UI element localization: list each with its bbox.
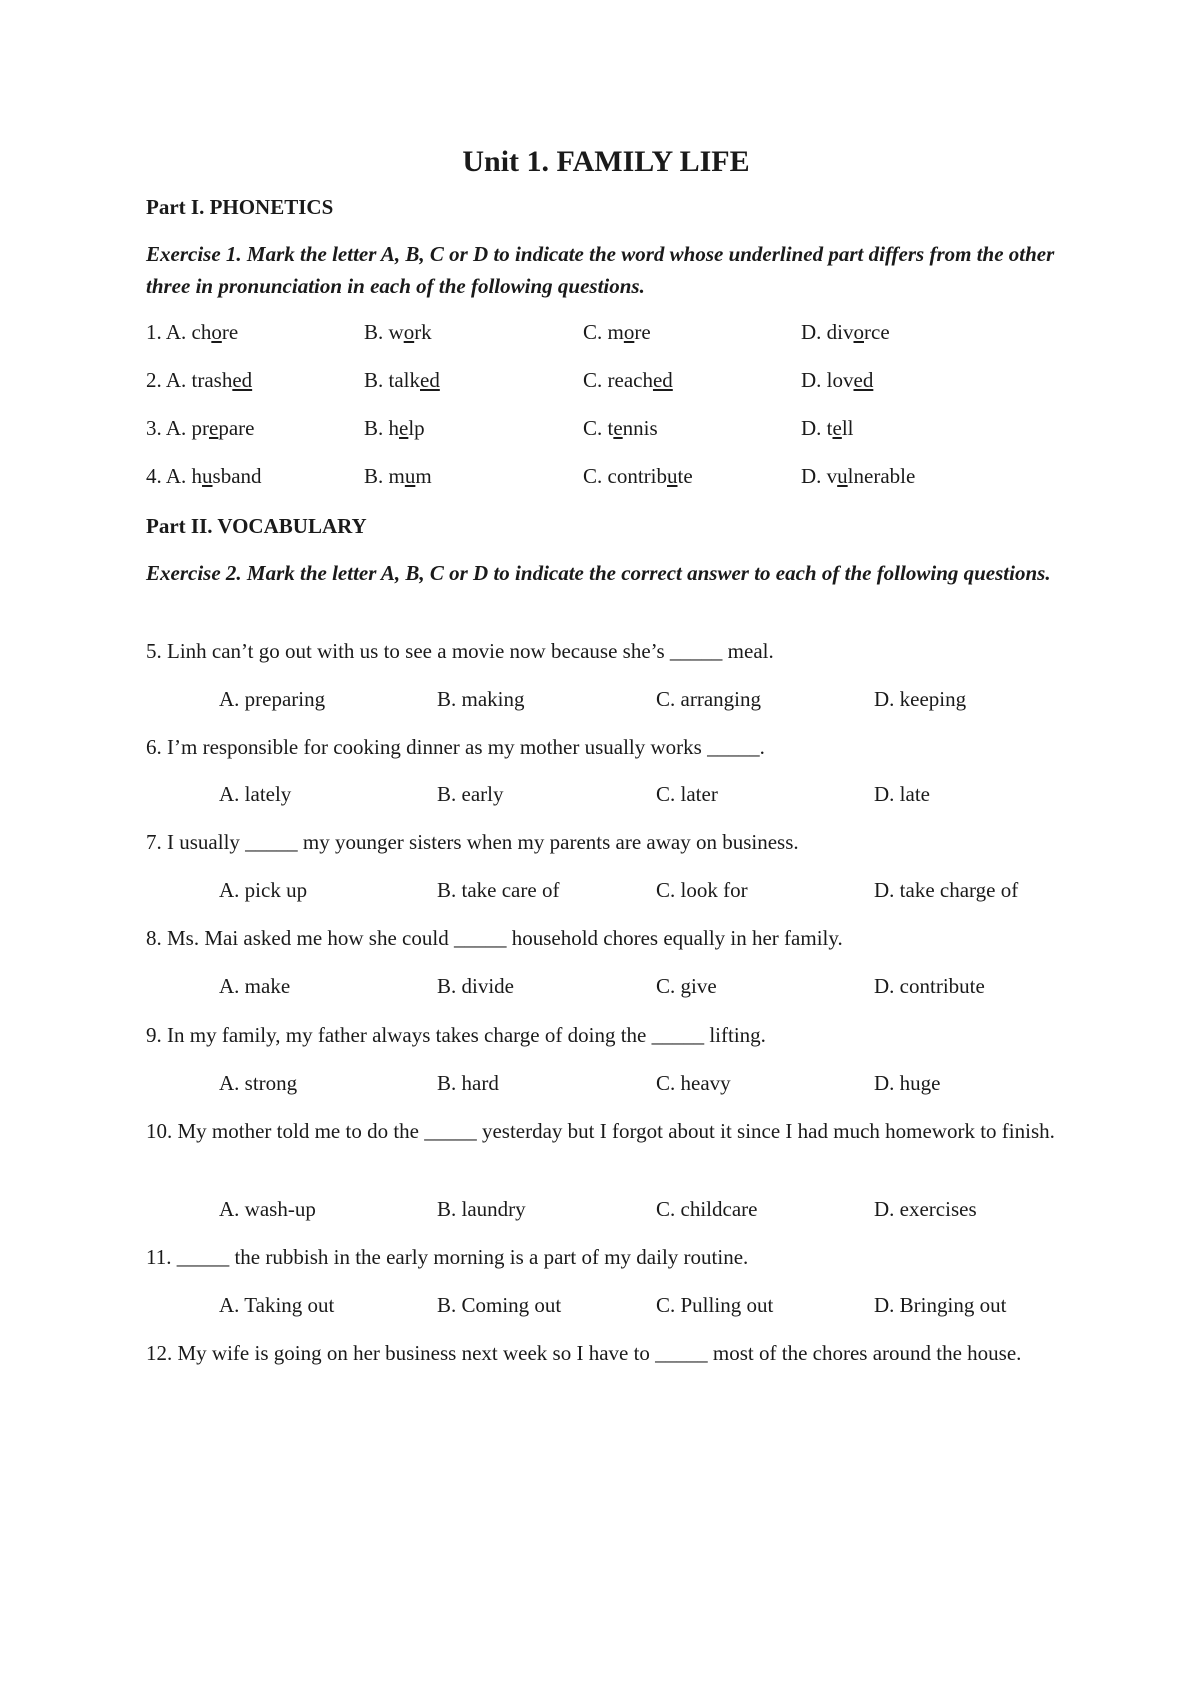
question-12: 12. My wife is going on her business next week so I have to _____ most of the chores around the house. xyxy=(146,1341,1022,1365)
exercise-1-instruction: Exercise 1. Mark the letter A, B, C or D to indicate the word whose underlined part differs from the other three in pronunciation in each of the following questions. xyxy=(146,242,1055,298)
answer-option: B. laundry xyxy=(437,1197,526,1221)
option-1c: C. more xyxy=(583,320,651,344)
question-10: 10. My mother told me to do the _____ yesterday but I forgot about it since I had much homework to finish. xyxy=(146,1119,1055,1143)
phonetics-question-2 xyxy=(146,364,1066,396)
part-1-heading: Part I. PHONETICS xyxy=(146,195,334,219)
phonetics-question-4 xyxy=(146,460,1066,492)
option-3d: D. tell xyxy=(801,416,854,440)
question-10-options xyxy=(219,1193,1066,1225)
answer-option: C. look for xyxy=(656,878,748,902)
answer-option: C. arranging xyxy=(656,687,761,711)
answer-option: B. early xyxy=(437,782,504,806)
question-6-options xyxy=(219,778,1066,810)
answer-option: A. lately xyxy=(219,782,292,806)
answer-option: A. Taking out xyxy=(219,1293,335,1317)
option-3c: C. tennis xyxy=(583,416,658,440)
answer-option: C. childcare xyxy=(656,1197,758,1221)
answer-option: B. divide xyxy=(437,974,514,998)
question-8: 8. Ms. Mai asked me how she could _____ household chores equally in her family. xyxy=(146,926,843,950)
answer-option: B. take care of xyxy=(437,878,560,902)
answer-option: B. making xyxy=(437,687,525,711)
answer-option: A. pick up xyxy=(219,878,308,902)
answer-option: D. take charge of xyxy=(874,878,1019,902)
option-1a: 1. A. chore xyxy=(146,320,239,344)
option-4d: D. vulnerable xyxy=(801,464,916,488)
option-2d: D. loved xyxy=(801,368,874,392)
answer-option: A. wash-up xyxy=(219,1197,316,1221)
option-1b: B. work xyxy=(364,320,432,344)
answer-option: A. preparing xyxy=(219,687,326,711)
answer-option: C. heavy xyxy=(656,1071,731,1095)
question-5: 5. Linh can’t go out with us to see a movie now because she’s _____ meal. xyxy=(146,639,774,663)
answer-option: D. Bringing out xyxy=(874,1293,1007,1317)
phonetics-question-1 xyxy=(146,316,1066,348)
question-11: 11. _____ the rubbish in the early morning is a part of my daily routine. xyxy=(146,1245,749,1269)
question-9: 9. In my family, my father always takes charge of doing the _____ lifting. xyxy=(146,1023,766,1047)
question-6: 6. I’m responsible for cooking dinner as my mother usually works _____. xyxy=(146,735,765,759)
answer-option: B. hard xyxy=(437,1071,499,1095)
option-1d: D. divorce xyxy=(801,320,890,344)
answer-option: C. later xyxy=(656,782,718,806)
question-7: 7. I usually _____ my younger sisters when my parents are away on business. xyxy=(146,830,799,854)
answer-option: D. late xyxy=(874,782,930,806)
answer-option: D. keeping xyxy=(874,687,967,711)
question-11-options xyxy=(219,1289,1066,1321)
option-3a: 3. A. prepare xyxy=(146,416,255,440)
answer-option: D. exercises xyxy=(874,1197,977,1221)
answer-option: B. Coming out xyxy=(437,1293,562,1317)
answer-option: A. make xyxy=(219,974,291,998)
answer-option: D. huge xyxy=(874,1071,941,1095)
option-4b: B. mum xyxy=(364,464,432,488)
exercise-2-instruction: Exercise 2. Mark the letter A, B, C or D to indicate the correct answer to each of the following questions. xyxy=(146,561,1051,585)
answer-option: D. contribute xyxy=(874,974,985,998)
option-2b: B. talked xyxy=(364,368,440,392)
question-9-options xyxy=(219,1067,1066,1099)
option-2a: 2. A. trashed xyxy=(146,368,253,392)
part-2-heading: Part II. VOCABULARY xyxy=(146,514,367,538)
answer-option: C. give xyxy=(656,974,717,998)
answer-option: C. Pulling out xyxy=(656,1293,774,1317)
phonetics-question-3 xyxy=(146,412,1066,444)
page-title: Unit 1. FAMILY LIFE xyxy=(462,145,750,178)
answer-option: A. strong xyxy=(219,1071,298,1095)
question-7-options xyxy=(219,874,1066,906)
option-4c: C. contribute xyxy=(583,464,693,488)
question-5-options xyxy=(219,683,1066,715)
question-8-options xyxy=(219,970,1066,1002)
option-3b: B. help xyxy=(364,416,425,440)
option-2c: C. reached xyxy=(583,368,673,392)
option-4a: 4. A. husband xyxy=(146,464,262,488)
